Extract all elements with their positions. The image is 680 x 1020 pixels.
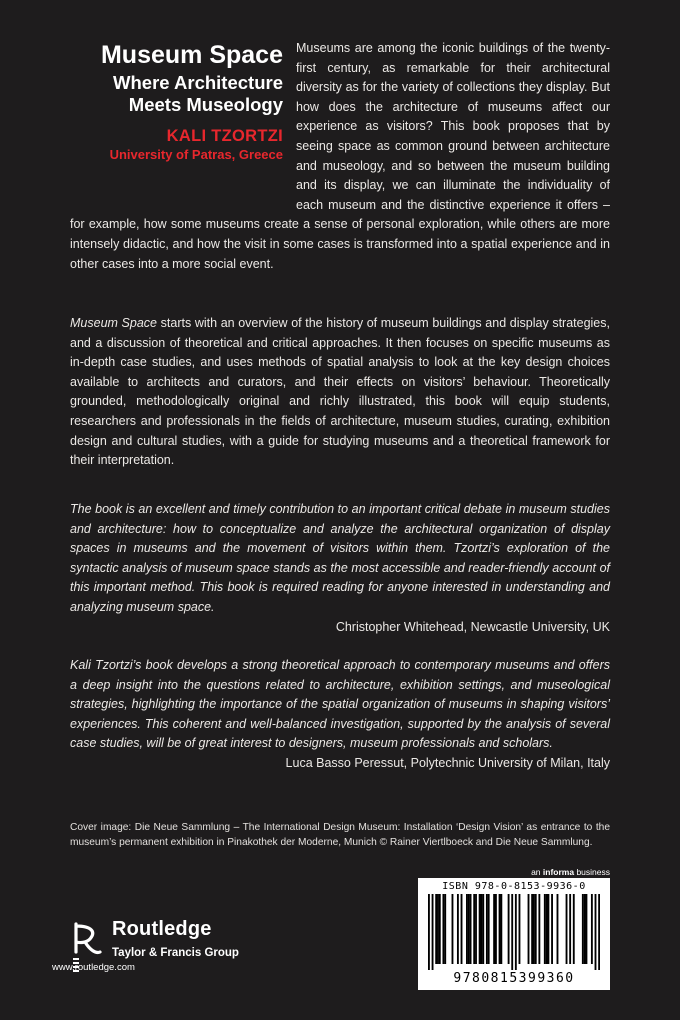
informa-tagline: an informa business bbox=[531, 867, 610, 877]
barcode-bar bbox=[473, 894, 475, 964]
subtitle-line-2: Meets Museology bbox=[128, 94, 283, 115]
barcode-bar bbox=[437, 894, 439, 964]
publisher-group: Taylor & Francis Group bbox=[112, 947, 239, 959]
barcode-bar bbox=[531, 894, 533, 964]
barcode-digits: 9780815399360 bbox=[453, 971, 575, 986]
barcode-bar bbox=[515, 894, 517, 970]
barcode-bar bbox=[591, 894, 593, 964]
barcode-bars bbox=[428, 894, 600, 970]
barcode-bar bbox=[508, 894, 510, 964]
barcode-bar bbox=[470, 894, 472, 964]
barcode-bar bbox=[452, 894, 454, 964]
barcode-bar bbox=[475, 894, 477, 964]
publisher-url: www.routledge.com bbox=[52, 962, 135, 973]
review-text: The book is an excellent and timely contribution to an important critical debate in museum studies and architecture: how to conceptualize and analyze the architectural organization of display spaces in museums and the movement of visitors within them. Tzortzi’s exploration of the syntactic analysis of museum space stands as the most accessible and reader-friendly account of this important method. This book is required reading for anyone interested in understanding and analyzing museum space. bbox=[70, 502, 610, 614]
barcode-bar bbox=[586, 894, 588, 964]
review-text: Kali Tzortzi’s book develops a strong theoretical approach to contemporary museums and offers a deep insight into the questions related to architecture, exhibition settings, and museological strategies, highlighting the importance of the spatial organization of museums in shaping visitors’ experiences. This coherent and well-balanced investigation, supported by the analysis of several case studies, will be of great interest to designers, museum professionals and scholars. bbox=[70, 658, 610, 751]
barcode-bar bbox=[468, 894, 470, 964]
barcode-bar bbox=[495, 894, 497, 964]
barcode bbox=[418, 878, 610, 990]
barcode-bar bbox=[566, 894, 568, 964]
publisher-name: Routledge bbox=[112, 918, 212, 940]
barcode-bar bbox=[466, 894, 468, 964]
blurb-paragraph-1-text: Museums are among the iconic buildings of the twenty-first century, as remarkable for their architectural diversity as for the variety of collections they display. But how does the architecture of museums affect our experience as visitors? This book proposes that by seeing space as common ground between architecture and museology, and so between the museum building and its display, we can illuminate the individuality of each museum and the distinctive experience it offers – for example, how some museums create a sense of personal exploration, while others are more intensely didactic, and how the visit in some cases is transformed into a spatial experience and in other cases into a more social event. bbox=[70, 41, 610, 271]
barcode-bar bbox=[439, 894, 441, 964]
barcode-bar bbox=[481, 894, 483, 964]
review-attribution: Christopher Whitehead, Newcastle University, UK bbox=[335, 619, 610, 634]
barcode-bar bbox=[598, 894, 600, 970]
barcode-bar bbox=[511, 894, 513, 970]
isbn-label: ISBN 978-0-8153-9936-0 bbox=[442, 881, 586, 892]
barcode-bar bbox=[533, 894, 535, 964]
barcode-bar bbox=[482, 894, 484, 964]
barcode-bar bbox=[569, 894, 571, 964]
barcode-bar bbox=[595, 894, 597, 970]
barcode-bar bbox=[584, 894, 586, 964]
barcode-bar bbox=[493, 894, 495, 964]
barcode-bar bbox=[573, 894, 575, 964]
subtitle-line-1: Where Architecture bbox=[113, 72, 283, 93]
blurb-book-title: Museum Space bbox=[70, 316, 158, 330]
barcode-bar bbox=[535, 894, 537, 964]
blurb-paragraph-1 bbox=[70, 39, 610, 274]
barcode-bar bbox=[528, 894, 530, 964]
barcode-bar bbox=[546, 894, 548, 964]
author-affiliation: University of Patras, Greece bbox=[109, 147, 283, 162]
review-quote bbox=[70, 656, 610, 774]
author-name: KALI TZORTZI bbox=[166, 127, 283, 145]
barcode-bar bbox=[551, 894, 553, 964]
barcode-bar bbox=[479, 894, 481, 964]
review-attribution: Luca Basso Peressut, Polytechnic University of Milan, Italy bbox=[285, 755, 610, 770]
barcode-bar bbox=[444, 894, 446, 964]
barcode-bar bbox=[500, 894, 502, 964]
barcode-bar bbox=[519, 894, 521, 964]
cover-image-credit: Cover image: Die Neue Sammlung – The International Design Museum: Installation ‘Design Vision’ as entrance to the museum’s permanent exhibition in Pinakothek der Moderne, Munich © Rainer Viertlboeck and Die Neue Sammlung. bbox=[70, 822, 610, 848]
barcode-bar bbox=[538, 894, 540, 964]
blurb-paragraph-2 bbox=[70, 314, 610, 471]
barcode-bar bbox=[435, 894, 437, 964]
barcode-bar bbox=[488, 894, 490, 964]
review-quote bbox=[70, 500, 610, 637]
barcode-bar bbox=[432, 894, 434, 970]
barcode-bar bbox=[428, 894, 430, 970]
barcode-bar bbox=[544, 894, 546, 964]
barcode-bar bbox=[486, 894, 488, 964]
barcode-bar bbox=[442, 894, 444, 964]
barcode-bar bbox=[557, 894, 559, 964]
barcode-bar bbox=[547, 894, 549, 964]
book-title: Museum Space bbox=[100, 41, 283, 69]
barcode-bar bbox=[457, 894, 459, 964]
barcode-bar bbox=[461, 894, 463, 964]
barcode-bar bbox=[499, 894, 501, 964]
informa-brand: informa bbox=[542, 867, 575, 877]
barcode-bar bbox=[582, 894, 584, 964]
blurb-paragraph-2-text: starts with an overview of the history of museum buildings and display strategies, and a discussion of theoretical and critical approaches. It then focuses on specific museums as in-depth case studies, and uses methods of spatial analysis to look at the key design choices available to architects and curators, and their effects on visitors’ behaviour. Theoretically grounded, methodologically original and richly illustrated, this book will equip students, researchers and professionals in the fields of architecture, museum studies, curating, exhibition design and cultural studies, with a guide for studying museums and a theoretical framework for their interpretation. bbox=[70, 316, 610, 468]
